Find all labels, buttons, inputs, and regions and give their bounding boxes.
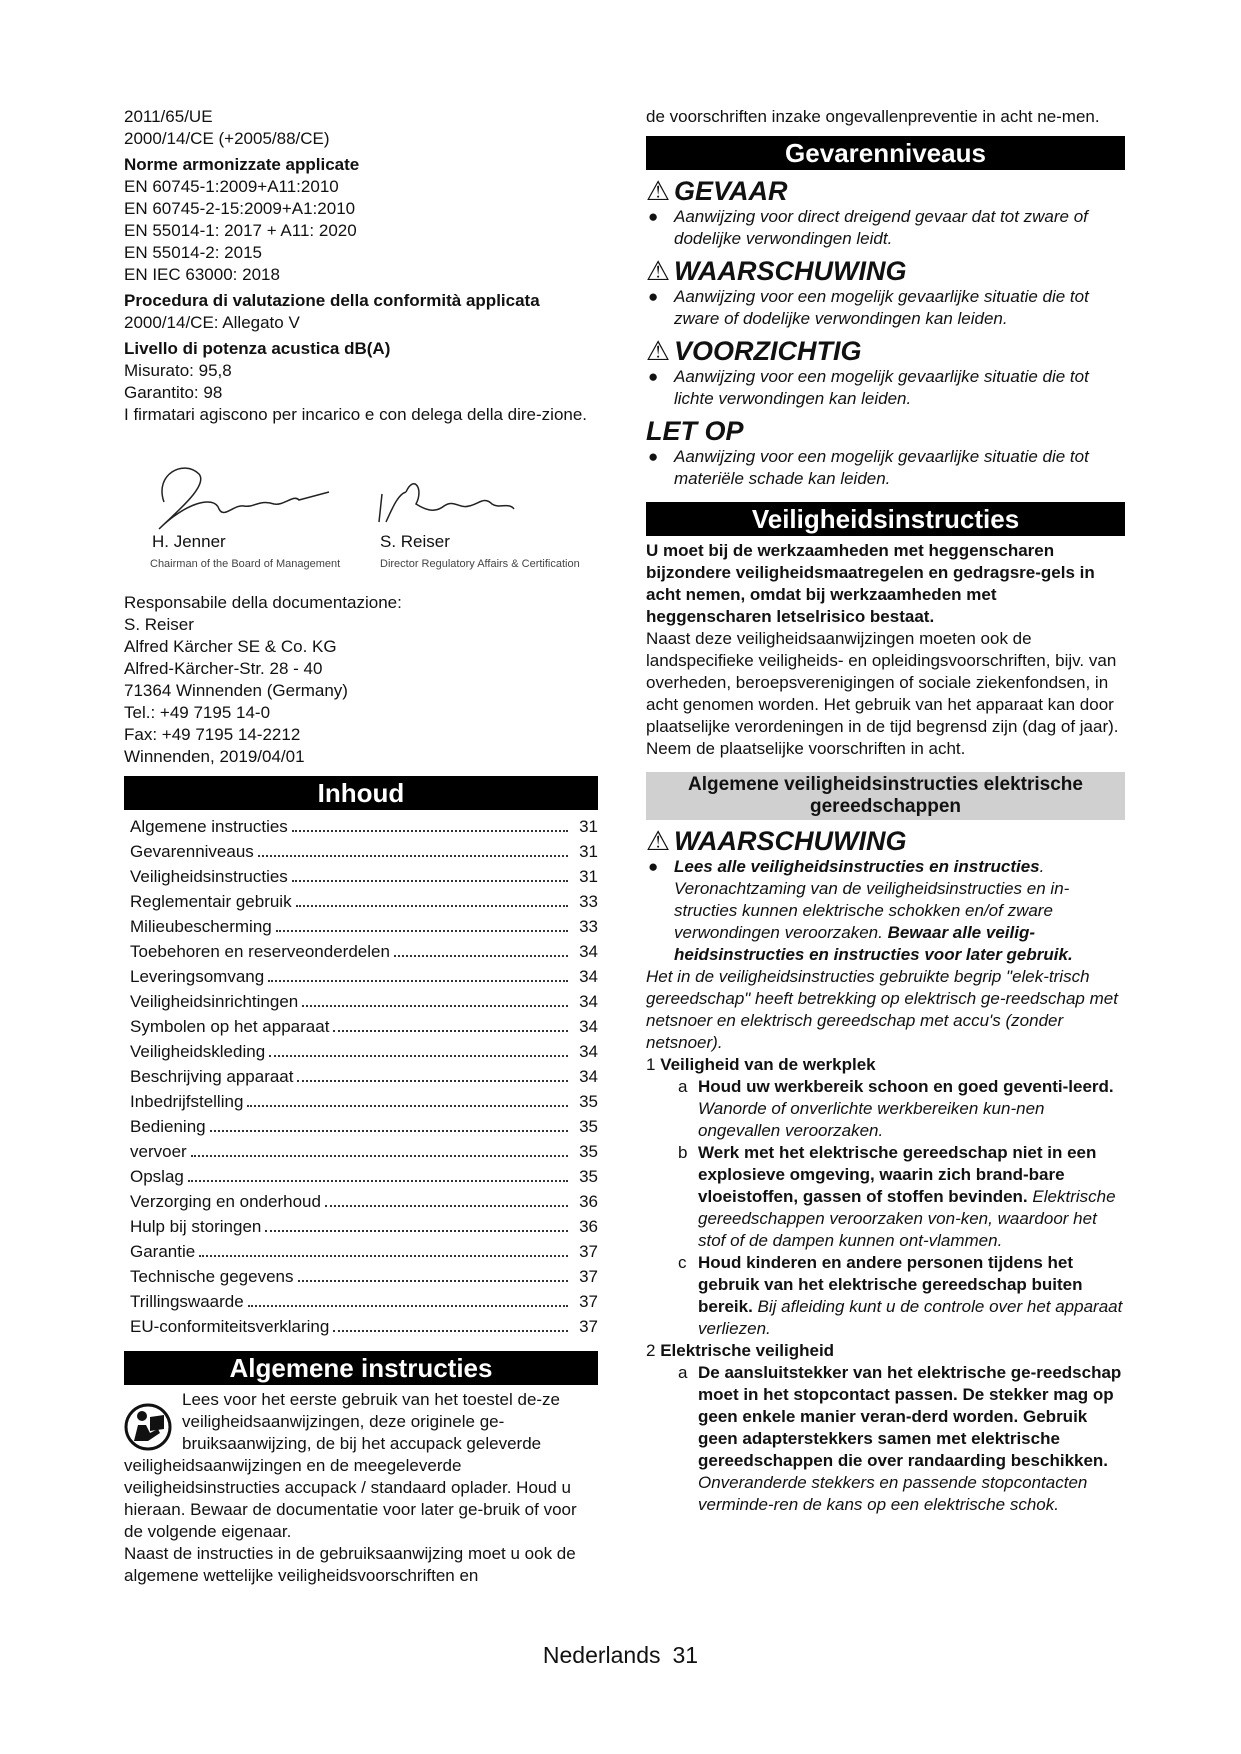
documentation-line: S. Reiser bbox=[124, 615, 194, 634]
toc-item[interactable] bbox=[124, 1314, 598, 1339]
section-item bbox=[646, 1142, 1125, 1252]
signature-title-reiser: Director Regulatory Affairs & Certification bbox=[380, 558, 580, 570]
toc-page: 33 bbox=[579, 917, 598, 936]
toc-leader bbox=[199, 1239, 568, 1257]
warning-triangle-icon: ⚠ bbox=[646, 826, 671, 856]
electric-warning-bullet bbox=[646, 856, 1125, 966]
toc-label: Gevarenniveaus bbox=[130, 842, 254, 861]
toc-page: 31 bbox=[579, 867, 598, 886]
procedure-heading: Procedura di valutazione della conformità applicata bbox=[124, 291, 540, 310]
toc-page: 34 bbox=[579, 967, 598, 986]
toc-page: 33 bbox=[579, 892, 598, 911]
toc-item[interactable] bbox=[124, 1239, 598, 1264]
documentation-block bbox=[124, 592, 598, 768]
signature-name-jenner: H. Jenner bbox=[152, 532, 226, 551]
directive-line: 2011/65/UE bbox=[124, 107, 213, 126]
toc-label: Veiligheidsinstructies bbox=[130, 867, 288, 886]
toc-label: Garantie bbox=[130, 1242, 196, 1261]
hazard-level-text: Aanwijzing voor een mogelijk gevaarlijke situatie die tot zware of dodelijke verwondingen kan leiden. bbox=[674, 287, 1089, 328]
toc-label: Symbolen op het apparaat bbox=[130, 1017, 330, 1036]
toc-page: 37 bbox=[579, 1242, 598, 1261]
toc-page: 31 bbox=[579, 817, 598, 836]
standard-line: EN IEC 63000: 2018 bbox=[124, 265, 280, 284]
warning-triangle-icon: ⚠ bbox=[646, 176, 671, 206]
hazard-level-text: Aanwijzing voor een mogelijk gevaarlijke situatie die tot materiële schade kan leiden. bbox=[674, 447, 1089, 488]
toc-page: 37 bbox=[579, 1292, 598, 1311]
section-title: Elektrische veiligheid bbox=[660, 1341, 835, 1360]
toc-page: 35 bbox=[579, 1092, 598, 1111]
hazard-level bbox=[646, 336, 1125, 410]
hazard-level bbox=[646, 256, 1125, 330]
item-bold: Houd uw werkbereik schoon en goed geventi-leerd. bbox=[698, 1077, 1114, 1096]
toc-leader bbox=[191, 1139, 568, 1157]
standard-line: EN 60745-1:2009+A11:2010 bbox=[124, 177, 339, 196]
safety-bold-paragraph: U moet bij de werkzaamheden met heggenscharen bijzondere veiligheidsmaatregelen en gedragsre-gels in acht nemen, omdat bij werkzaamheden met heggenscharen letselrisico bestaat. bbox=[646, 541, 1095, 626]
toc-label: Beschrijving apparaat bbox=[130, 1067, 294, 1086]
warning-triangle-icon: ⚠ bbox=[646, 336, 671, 366]
documentation-line: Responsabile della documentazione: bbox=[124, 593, 402, 612]
toc-item[interactable] bbox=[124, 1139, 598, 1164]
standards-heading: Norme armonizzate applicate bbox=[124, 155, 360, 174]
toc-label: Algemene instructies bbox=[130, 817, 288, 836]
signature-jenner bbox=[159, 468, 329, 529]
electric-bullet-bold: Lees alle veiligheidsinstructies en instructies bbox=[674, 857, 1040, 876]
page-footer bbox=[0, 1642, 1241, 1669]
toc-leader bbox=[394, 939, 568, 957]
warning-triangle-icon: ⚠ bbox=[646, 256, 671, 286]
toc-leader bbox=[302, 989, 568, 1007]
sound-guaranteed: Garantito: 98 bbox=[124, 383, 223, 402]
toc-item[interactable] bbox=[124, 1264, 598, 1289]
toc-page: 37 bbox=[579, 1267, 598, 1286]
hazard-level-text: Aanwijzing voor direct dreigend gevaar dat tot zware of dodelijke verwondingen leidt. bbox=[674, 207, 1088, 248]
general-instructions-body bbox=[124, 1389, 598, 1587]
toc-label: Milieubescherming bbox=[130, 917, 272, 936]
toc-leader bbox=[292, 814, 568, 832]
toc-leader bbox=[276, 914, 568, 932]
bullet-icon: ● bbox=[648, 207, 659, 226]
toc-leader bbox=[247, 1089, 568, 1107]
toc-page: 35 bbox=[579, 1167, 598, 1186]
hazard-level-label: WAARSCHUWING bbox=[674, 256, 907, 286]
toc-label: Opslag bbox=[130, 1167, 184, 1186]
general-paragraph-1: Lees voor het eerste gebruik van het toestel de-ze veiligheidsaanwijzingen, deze originele ge-bruiksaanwijzing, de bij het accupack geleverde veiligheidsaanwijzingen en de meegeleverde veiligheidsinstructies accupack / standaard oplader. Houd u hieraan. Bewaar de documentatie voor later ge-bruik of voor de volgende eigenaar. bbox=[124, 1390, 577, 1541]
general-instructions-heading: Algemene instructies bbox=[124, 1351, 598, 1385]
numbered-section bbox=[646, 1054, 1125, 1340]
documentation-line: 71364 Winnenden (Germany) bbox=[124, 681, 348, 700]
toc-item[interactable] bbox=[124, 1164, 598, 1189]
toc-label: Hulp bij storingen bbox=[130, 1217, 262, 1236]
section-item bbox=[646, 1076, 1125, 1142]
read-manual-icon bbox=[124, 1403, 172, 1451]
toc-label: Bediening bbox=[130, 1117, 206, 1136]
sound-measured: Misurato: 95,8 bbox=[124, 361, 232, 380]
item-text: Wanorde of onverlichte werkbereiken kun-nen ongevallen veroorzaken. bbox=[698, 1099, 1045, 1140]
toc-label: Technische gegevens bbox=[130, 1267, 294, 1286]
toc-page: 35 bbox=[579, 1142, 598, 1161]
toc-page: 34 bbox=[579, 1067, 598, 1086]
toc-leader bbox=[333, 1014, 568, 1032]
numbered-section bbox=[646, 1340, 1125, 1516]
signature-block bbox=[124, 434, 598, 584]
toc-leader bbox=[210, 1114, 568, 1132]
toc-item[interactable] bbox=[124, 914, 598, 939]
sound-heading: Livello di potenza acustica dB(A) bbox=[124, 339, 391, 358]
item-letter: c bbox=[678, 1253, 687, 1272]
item-text: Onveranderde stekkers en passende stopcontacten verminde-ren de kans op een elektrische schok. bbox=[698, 1473, 1088, 1514]
bullet-icon: ● bbox=[648, 367, 659, 386]
item-letter: a bbox=[678, 1077, 688, 1096]
toc-item[interactable] bbox=[124, 1064, 598, 1089]
standard-line: EN 55014-1: 2017 + A11: 2020 bbox=[124, 221, 357, 240]
footer-page-number: 31 bbox=[672, 1642, 699, 1668]
procedure-value: 2000/14/CE: Allegato V bbox=[124, 313, 300, 332]
documentation-line: Alfred-Kärcher-Str. 28 - 40 bbox=[124, 659, 323, 678]
toc-page: 34 bbox=[579, 1017, 598, 1036]
right-column bbox=[646, 106, 1125, 1516]
hazard-levels-heading: Gevarenniveaus bbox=[646, 136, 1125, 170]
toc-heading: Inhoud bbox=[124, 776, 598, 810]
toc-leader bbox=[188, 1164, 568, 1182]
item-bold: Houd kinderen en andere personen tijdens het gebruik van het elektrische gereedschap buiten bereik. bbox=[698, 1253, 1083, 1316]
toc-item[interactable] bbox=[124, 839, 598, 864]
toc-item[interactable] bbox=[124, 989, 598, 1014]
documentation-line: Tel.: +49 7195 14-0 bbox=[124, 703, 271, 722]
table-of-contents bbox=[124, 814, 598, 1339]
toc-page: 36 bbox=[579, 1217, 598, 1236]
section-item bbox=[646, 1362, 1125, 1516]
general-paragraph-2: Naast de instructies in de gebruiksaanwijzing moet u ook de algemene wettelijke veiligheidsvoorschriften en bbox=[124, 1544, 576, 1585]
signature-reiser bbox=[379, 484, 514, 522]
electric-warning-label: WAARSCHUWING bbox=[674, 826, 907, 856]
electric-bullet-bold-2: Bewaar alle veilig-heidsinstructies en instructies voor later gebruik. bbox=[674, 923, 1073, 964]
toc-leader bbox=[292, 864, 568, 882]
toc-label: Veiligheidsinrichtingen bbox=[130, 992, 299, 1011]
documentation-line: Alfred Kärcher SE & Co. KG bbox=[124, 637, 337, 656]
toc-label: Trillingswaarde bbox=[130, 1292, 244, 1311]
toc-item[interactable] bbox=[124, 1014, 598, 1039]
toc-label: Reglementair gebruik bbox=[130, 892, 292, 911]
standard-line: EN 55014-2: 2015 bbox=[124, 243, 262, 262]
toc-page: 34 bbox=[579, 942, 598, 961]
toc-item[interactable] bbox=[124, 864, 598, 889]
directive-line: 2000/14/CE (+2005/88/CE) bbox=[124, 129, 330, 148]
section-item bbox=[646, 1252, 1125, 1340]
toc-label: Verzorging en onderhoud bbox=[130, 1192, 321, 1211]
electric-tools-heading: Algemene veiligheidsinstructies elektrische gereedschappen bbox=[646, 772, 1125, 820]
signature-name-reiser: S. Reiser bbox=[380, 532, 450, 551]
toc-label: Inbedrijfstelling bbox=[130, 1092, 244, 1111]
toc-page: 37 bbox=[579, 1317, 598, 1336]
hazard-level bbox=[646, 176, 1125, 250]
toc-leader bbox=[265, 1214, 568, 1232]
bullet-icon: ● bbox=[648, 857, 659, 876]
signature-title-jenner: Chairman of the Board of Management bbox=[150, 558, 341, 570]
item-bold: Werk met het elektrische gereedschap niet in een explosieve omgeving, waarin zich brand-bare vloeistoffen, gassen of stoffen bevinden. bbox=[698, 1143, 1097, 1206]
toc-leader bbox=[269, 1039, 568, 1057]
hazard-level-label: LET OP bbox=[646, 416, 744, 446]
signatories-note: I firmatari agiscono per incarico e con delega della dire-zione. bbox=[124, 405, 588, 424]
item-text: Bij afleiding kunt u de controle over het apparaat verliezen. bbox=[698, 1297, 1123, 1338]
left-column bbox=[124, 106, 598, 1587]
bullet-icon: ● bbox=[648, 447, 659, 466]
continuation-text: de voorschriften inzake ongevallenpreventie in acht ne-men. bbox=[646, 107, 1100, 126]
toc-item[interactable] bbox=[124, 1214, 598, 1239]
toc-item[interactable] bbox=[124, 964, 598, 989]
item-bold: De aansluitstekker van het elektrische ge-reedschap moet in het stopcontact passen. De stekker mag op geen enkele manier veran-derd worden. Gebruik geen adapterstekkers samen met elektrische gereedschappen die over randaarding beschikken. bbox=[698, 1363, 1122, 1470]
item-text: Elektrische gereedschappen veroorzaken von-ken, waardoor het stof of de dampen kunnen ont-vlammen. bbox=[698, 1187, 1116, 1250]
toc-item[interactable] bbox=[124, 1089, 598, 1114]
toc-item[interactable] bbox=[124, 1189, 598, 1214]
toc-label: vervoer bbox=[130, 1142, 187, 1161]
toc-label: Leveringsomvang bbox=[130, 967, 265, 986]
toc-leader bbox=[248, 1289, 568, 1307]
toc-leader bbox=[296, 889, 568, 907]
item-letter: b bbox=[678, 1143, 688, 1162]
electric-bullet-text: . Veronachtzaming van de veiligheidsinstructies en in-structies kunnen elektrische schokken en/of zware verwondingen veroorzaken. bbox=[674, 857, 1070, 942]
toc-leader bbox=[297, 1064, 568, 1082]
toc-leader bbox=[298, 1264, 568, 1282]
documentation-line: Winnenden, 2019/04/01 bbox=[124, 747, 305, 766]
section-number: 1 bbox=[646, 1055, 656, 1074]
toc-leader bbox=[325, 1189, 568, 1207]
toc-label: EU-conformiteitsverklaring bbox=[130, 1317, 330, 1336]
toc-page: 35 bbox=[579, 1117, 598, 1136]
toc-leader bbox=[268, 964, 568, 982]
safety-paragraph: Naast deze veiligheidsaanwijzingen moeten ook de landspecifieke veiligheids- en opleidingsvoorschriften, bijv. van overheden, beroepsverenigingen of sociale ziekenfondsen, in acht genomen worden. Het gebruik van het apparaat kan door plaatselijke verordeningen in de tijd begrensd zijn (dag of jaar). Neem de plaatselijke voorschriften in acht. bbox=[646, 629, 1119, 758]
toc-page: 31 bbox=[579, 842, 598, 861]
bullet-icon: ● bbox=[648, 287, 659, 306]
section-number: 2 bbox=[646, 1341, 656, 1360]
standard-line: EN 60745-2-15:2009+A1:2010 bbox=[124, 199, 356, 218]
footer-language: Nederlands bbox=[542, 1642, 661, 1668]
toc-item[interactable] bbox=[124, 889, 598, 914]
toc-item[interactable] bbox=[124, 814, 598, 839]
toc-label: Veiligheidskleding bbox=[130, 1042, 266, 1061]
toc-leader bbox=[258, 839, 568, 857]
toc-item[interactable] bbox=[124, 939, 598, 964]
section-title: Veiligheid van de werkplek bbox=[660, 1055, 876, 1074]
toc-page: 34 bbox=[579, 992, 598, 1011]
hazard-level bbox=[646, 416, 1125, 490]
toc-page: 34 bbox=[579, 1042, 598, 1061]
safety-instructions-heading: Veiligheidsinstructies bbox=[646, 502, 1125, 536]
hazard-level-label: GEVAAR bbox=[674, 176, 788, 206]
toc-page: 36 bbox=[579, 1192, 598, 1211]
electric-note: Het in de veiligheidsinstructies gebruikte begrip "elek-trisch gereedschap" heeft betrekking op elektrisch ge-reedschap met netsnoer en elektrisch gereedschap met accu's (zonder netsnoer). bbox=[646, 967, 1118, 1052]
documentation-line: Fax: +49 7195 14-2212 bbox=[124, 725, 301, 744]
toc-item[interactable] bbox=[124, 1114, 598, 1139]
toc-item[interactable] bbox=[124, 1039, 598, 1064]
hazard-level-text: Aanwijzing voor een mogelijk gevaarlijke situatie die tot lichte verwondingen kan leiden. bbox=[674, 367, 1089, 408]
toc-item[interactable] bbox=[124, 1289, 598, 1314]
toc-leader bbox=[333, 1314, 568, 1332]
toc-label: Toebehoren en reserveonderdelen bbox=[130, 942, 390, 961]
hazard-level-label: VOORZICHTIG bbox=[674, 336, 862, 366]
item-letter: a bbox=[678, 1363, 688, 1382]
